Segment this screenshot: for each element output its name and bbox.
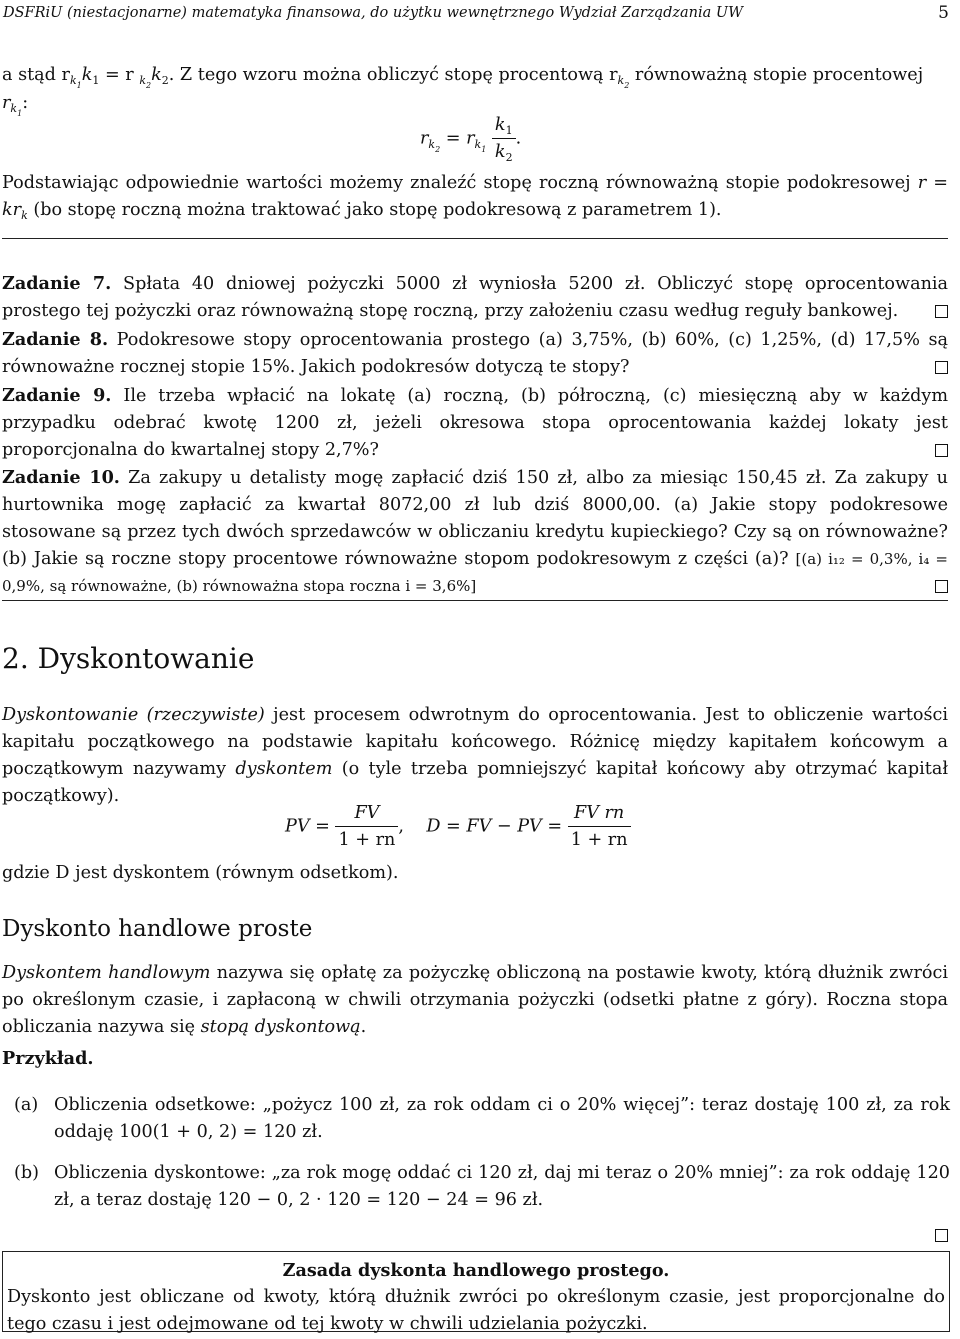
rule-box-title: Zasada dyskonta handlowego prostego. <box>282 1260 670 1281</box>
intro-line-2: $r_{k_1}$: <box>2 93 29 118</box>
section-title: 2. Dyskontowanie <box>2 642 255 675</box>
divider-bottom <box>2 600 948 601</box>
qed-box-icon <box>935 444 948 457</box>
example-heading: Przykład. <box>2 1048 94 1069</box>
task-7: Zadanie 7. Spłata 40 dniowej pożyczki 5000 zł wyniosła 5200 zł. Obliczyć stopę oprocentowania prostego tej pożyczki oraz równoważną stopę roczną, przy założeniu czasu według reguły bankowej. <box>2 273 949 321</box>
qed-box-icon <box>935 361 948 374</box>
header-title: DSFRiU (niestacjonarne) matematyka finansowa, do użytku wewnętrznego Wydział Zarządzania UW <box>3 5 744 21</box>
rule-box <box>2 1251 950 1332</box>
gdzie-line: gdzie D jest dyskontem (równym odsetkom). <box>2 863 399 883</box>
task-10: Zadanie 10. Za zakupy u detalisty mogę zapłacić dziś 150 zł, albo za miesiąc 150,45 zł. Za zakupy u hurtownika mogę zapłacić za kwartał 8072,00 zł lub dziś 8000,00. (a) Jakie stopy podokresowe stosowane są przez tych dwóch sprzedawców w obliczaniu kredytu kupieckiego? Czy są on równoważne? (b) Jakie są roczne stopy procentowe równoważne stopom podokresowym z części (a)? [(a) i₁₂ = 0,3%, i₄ = 0,9%, są równoważne, (b) równoważna stopa roczna i = 3,6%] <box>2 467 948 595</box>
task-8: Zadanie 8. Podokresowe stopy oprocentowania prostego (a) 3,75%, (b) 60%, (c) 1,25%, (d) 17,5% są równoważne rocznej stopie 15%. Jakich podokresów dotyczą te stopy? <box>2 329 948 377</box>
qed-box-icon <box>935 305 948 318</box>
subsection-paragraph: Dyskontem handlowym nazywa się opłatę za pożyczkę obliczoną na postawie kwoty, którą dłużnik zwróci po określonym czasie, i zapłaconą w chwili otrzymania pożyczki (odsetki płatne z góry). Roczna stopa obliczania nazywa się stopą dyskontową. <box>2 963 948 1037</box>
page-number: 5 <box>938 3 949 23</box>
qed-box-icon <box>935 1229 948 1242</box>
intro-line-1: a stąd $r_{k_1}k_1 = r$ $_{k_2}k_2$. Z tego wzoru można obliczyć stopę procentową $r_{k_2}$ równoważną stopie procentowej <box>2 65 924 90</box>
task-10-answer: [(a) i₁₂ = 0,3%, i₄ = 0,9%, są równoważne, (b) równoważna stopa roczna i = 3,6%] <box>2 550 948 595</box>
section-paragraph: Dyskontowanie (rzeczywiste) jest procesem odwrotnym do oprocentowania. Jest to obliczenie wartości kapitału początkowego na podstawie kapitału końcowego. Różnicę między kapitałem końcowym a początkowym nazywamy dyskontem (o tyle trzeba pomniejszyć kapitał końcowy aby otrzymać kapitał początkowy). <box>2 705 949 806</box>
fraction-k1-k2: $\frac{k_1}{k_2}$ <box>492 112 516 165</box>
qed-box-icon <box>935 580 948 593</box>
example-end <box>2 1222 948 1242</box>
rule-box-body: Dyskonto jest obliczane od kwoty, którą dłużnik zwróci po określonym czasie, jest proporcjonalne do tego czasu i jest odejmowane od tej kwoty w chwili udzielania pożyczki. <box>7 1287 945 1334</box>
subsection-title: Dyskonto handlowe proste <box>2 916 313 942</box>
divider-top <box>2 238 948 239</box>
running-header <box>3 0 949 26</box>
equation-rk2: $r_{k_2} = r_{k_1}$ $\frac{k_1}{k_2}$ . <box>420 112 620 165</box>
formula-pv: PV = $\frac{FV}{1 + rn}$ , D = FV − PV = $\frac{\text{FV rn}}{1 + rn}$ <box>285 800 705 853</box>
intro-paragraph: Podstawiając odpowiednie wartości możemy znaleźć stopę roczną równoważną stopie podokresowej $r = kr_k$ (bo stopę roczną można traktować jako stopę podokresową z parametrem 1). <box>2 173 949 222</box>
task-9: Zadanie 9. Ile trzeba wpłacić na lokatę (a) roczną, (b) półroczną, (c) miesięczną aby w każdym przypadku odebrać kwotę 1200 zł, jeżeli okresowa stopa oprocentowania każdej lokaty jest proporcjonalna do kwartalnej stopy 2,7%? <box>2 385 949 460</box>
